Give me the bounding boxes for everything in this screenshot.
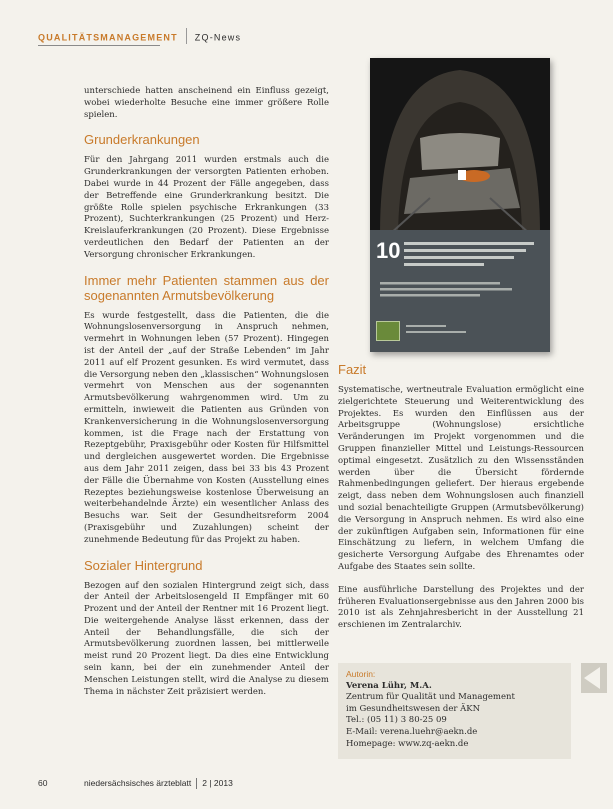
header-rule	[38, 45, 160, 46]
header-section: ZQ-News	[194, 32, 242, 43]
section-text-fazit: Systematische, wertneutrale Evaluation ermöglicht eine zielgerichtete Steuerung und Weiterentwicklung des Projektes. Es wurden den Einflüssen aus der Arbeitsgruppe (Wohnungslose) ersichtliche Veränderungen im Projekt vorgenommen und die Gruppen finanzieller Mittel und Leistungs-Ressourcen optimal eingesetzt. Zusätzlich zu den Wissensständen werden über die Übersicht fördernde Rahmenbedingungen geliefert. Der hieraus ergebende zeigt, dass neben dem Wohnungslosen auch finanziell und sozial benachteiligte Gruppen (Armutsbevölkerung) die Versorgung in Anspruch nehmen. Es wird also eine der zukünftigen Aufgaben sein, Informationen für eine Einschätzung zu liefern, in welchem Umfang die gesicherte Versorgung Aufgabe des Ehrenamtes oder Aufgabe des Staates sein sollte.	[338, 385, 584, 572]
arrow-left-icon[interactable]	[584, 667, 600, 689]
author-box	[338, 663, 571, 759]
header-divider	[186, 28, 187, 44]
author-org-line1: Zentrum für Qualität und Management	[346, 692, 515, 703]
section-text-grunderkrankungen: Für den Jahrgang 2011 wurden erstmals auch die Grunderkrankungen der versorgten Patienten erhoben. Dabei wurde in 44 Prozent der Fälle angegeben, dass der Betreffende eine Grunderkrankung besitzt. Die größte Rolle spielen psychische Erkrankungen (33 Prozent), Suchterkrankungen (25 Prozent) und Herz-Kreislauferkrankungen (20 Prozent). Diese Ergebnisse verdeutlichen den Bedarf der Patienten an der Versorgung chronischer Erkrankungen.	[84, 155, 329, 260]
section-text-report: Eine ausführliche Darstellung des Projektes und der früheren Evaluationsergebnisse aus den Jahren 2000 bis 2010 ist als Zehnjahresbericht in der Ausstellung 21 erschienen im Zentralarchiv.	[338, 584, 584, 631]
book-cover-image	[370, 58, 550, 352]
intro-paragraph: unterschiede hatten anscheinend ein Einfluss gezeigt, wobei wiederholte Besuche eine immer größere Rolle spielen.	[84, 86, 329, 120]
author-org-line2: im Gesundheitswesen der ÄKN	[346, 703, 481, 714]
left-column	[84, 86, 329, 709]
section-text-sozial: Bezogen auf den sozialen Hintergrund zeigt sich, dass der Anteil der Arbeitslosengeld II Empfänger mit 60 Prozent und der Anteil der Rentner mit 16 Prozent liegt. Die weitergehende Analyse lässt erkennen, dass der Anteil der Behandlungsfälle, die sich der Armutsbevölkerung zuordnen lassen, bei mittlerweile meist rund 20 Prozent liegt. Da dies eine Entwicklung sein kann, bei der ein zunehmender Anteil der Menschen Leistungen stellt, wird die Analyse zu diesem Thema in nächster Zeit präzisiert werden.	[84, 580, 329, 697]
right-column	[338, 354, 584, 643]
footer-divider	[196, 778, 197, 789]
author-phone: Tel.: (05 11) 3 80-25 09	[346, 715, 447, 726]
author-label: Autorin:	[346, 669, 376, 679]
section-text-armut: Es wurde festgestellt, dass die Patienten, die die Wohnungslosenversorgung in Anspruch nehmen, vermehrt in Wohnungen leben (57 Prozent). Hingegen ist der Anteil der „auf der Straße Lebenden“ im Jahr 2011 auf elf Prozent gesunken. Es wird vermutet, dass die Versorgung neben den „klassischen“ Wohnungslosen vermehrt von Menschen aus der sogenannten Armutsbevölkerung wahrgenommen wird. Um zu ermitteln, inwieweit die Patienten aus Gründen von Krankenversicherung in die Wohnungslosenversorgung kommen, ist die Frage nach der Erstattung von Rezeptgebühr, Praxisgebühr oder Kosten für Hilfsmittel und dergleichen ausgewertet worden. Die Ergebnisse aus dem Jahr 2011 zeigen, dass bei 33 bis 43 Prozent der Fälle die Übernahme von Kosten (Ausstellung eines Rezeptes beziehungsweise kostenlose Überweisung an weiterbehandelnde Ärzte) ein wesentlicher Anlass des Besuchs war. Seit der Gesundheitsreform 2004 (Praxisgebühr und Zuzahlungen) scheint der zunehmende Bedeutung für das Projekt zu haben.	[84, 310, 329, 545]
footer-title	[84, 778, 233, 789]
author-web[interactable]: Homepage: www.zq-aekn.de	[346, 738, 469, 749]
section-heading-grunderkrankungen: Grunderkrankungen	[84, 132, 200, 148]
footer-publication: niedersächsisches ärzteblatt	[84, 778, 192, 788]
section-heading-sozial: Sozialer Hintergrund	[84, 557, 203, 573]
page-number: 60	[38, 778, 48, 788]
cover-logo-icon	[376, 321, 400, 341]
cover-photo	[370, 58, 550, 234]
header-category: QUALITÄTSMANAGEMENT	[38, 32, 178, 43]
footer-issue: 2 | 2013	[202, 778, 233, 788]
author-email[interactable]: E-Mail: verena.luehr@aekn.de	[346, 726, 478, 737]
cover-number: 10	[376, 238, 401, 263]
section-heading-fazit: Fazit	[338, 362, 367, 377]
page-header	[38, 30, 241, 46]
section-heading-armut: Immer mehr Patienten stammen aus der sogenannten Armutsbevölkerung	[84, 272, 329, 303]
author-name: Verena Lühr, M.A.	[346, 680, 432, 691]
